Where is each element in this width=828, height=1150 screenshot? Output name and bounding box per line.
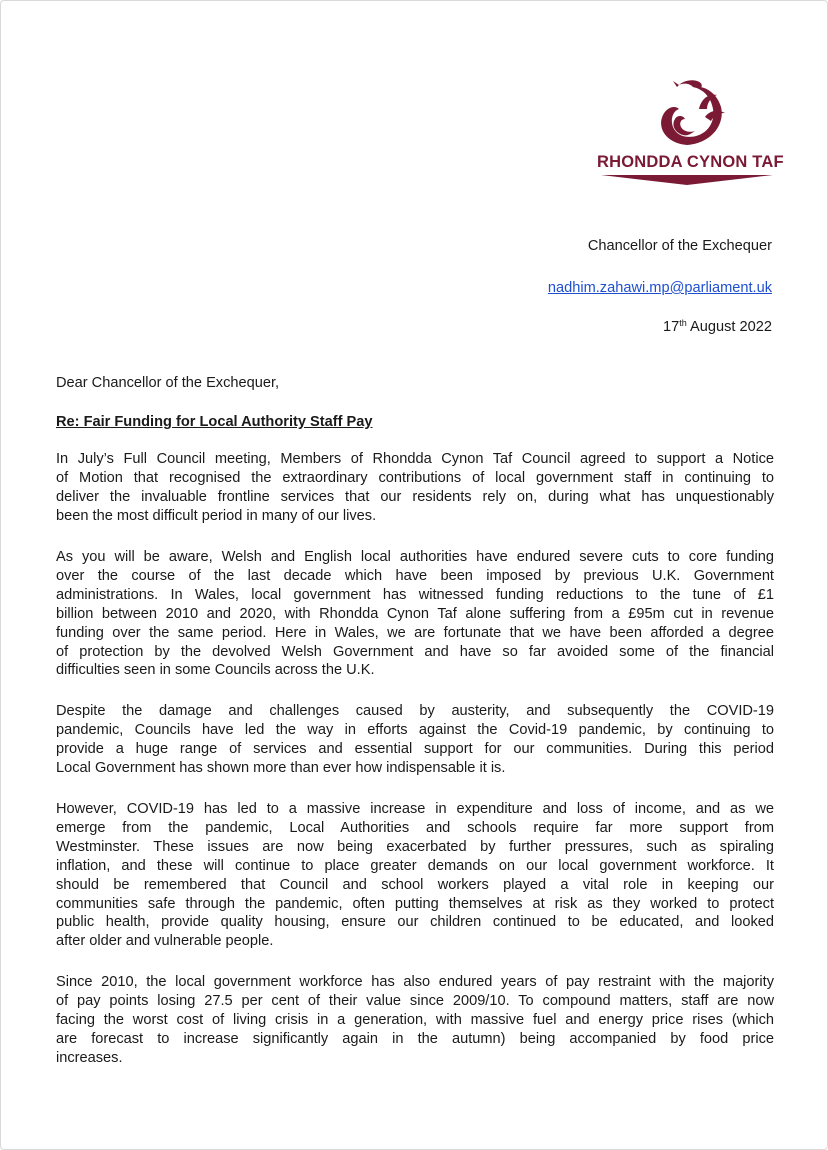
paragraph-line: In July’s Full Council meeting, Members of Rhondda Cynon Taf Council agreed to support a Notice [56,451,774,467]
paragraph-line: facing the worst cost of living crisis in a generation, with massive fuel and energy price rises (which [56,1011,774,1028]
paragraph-line: Westminster. These issues are now being exacerbated by further pressures, such as spiraling [56,838,774,855]
paragraph-line: been the most difficult period in many of our lives. [56,507,377,524]
paragraph-line: emerge from the pandemic, Local Authorities and schools require far more support from [56,819,774,836]
paragraph-line: administrations. In Wales, local government has witnessed funding reductions to the tune of £1 [56,586,774,603]
paragraph-line: after older and vulnerable people. [56,933,274,950]
paragraph-1 [56,450,774,526]
recipient-email-link[interactable]: nadhim.zahawi.mp@parliament.uk [547,280,772,296]
date-suffix: th [679,318,687,328]
paragraph-line: Local Government has shown more than ever how indispensable it is. [56,759,506,776]
paragraph-4 [56,800,774,951]
recipient-title: Chancellor of the Exchequer [587,238,772,254]
paragraph-5 [56,973,774,1068]
logo-text: RHONDDA CYNON TAF [597,153,784,171]
paragraph-line: funding over the same period. Here in Wales, we are fortunate that we have been afforded a degree [56,624,774,641]
paragraph-line: Despite the damage and challenges caused by austerity, and subsequently the COVID-19 [56,703,774,719]
council-logo [597,79,784,189]
letter-date [663,318,772,336]
paragraph-line: over the course of the last decade which have been imposed by previous U.K. Government [56,567,774,584]
paragraph-line: public health, provide quality housing, ensure our children continued to be educated, and looked [56,914,774,931]
salutation: Dear Chancellor of the Exchequer, [56,375,280,391]
paragraph-line: Since 2010, the local government workforce has also endured years of pay restraint with the majority [56,974,774,990]
subject-line: Re: Fair Funding for Local Authority Staff Pay [56,414,373,430]
paragraph-2 [56,548,774,680]
paragraph-line: increases. [56,1049,123,1066]
paragraph-line: difficulties seen in some Councils across the U.K. [56,662,375,679]
paragraph-line: inflation, and these will continue to place greater demands on our local government workforce. It [56,857,774,874]
paragraph-line: As you will be aware, Welsh and English local authorities have endured severe cuts to core funding [56,549,774,565]
date-rest: August 2022 [686,319,772,335]
paragraph-line: provide a huge range of services and essential support for our communities. During this period [56,740,774,757]
paragraph-line: of Motion that recognised the extraordinary contributions of local government staff in continuing to [56,469,774,486]
paragraph-line: pandemic, Councils have led the way in efforts against the Covid-19 pandemic, by continuing to [56,721,774,738]
date-day: 17 [663,319,680,335]
paragraph-line: of protection by the devolved Welsh Government and have so far avoided some of the financial [56,643,774,660]
paragraph-line: deliver the invaluable frontline services that our residents rely on, during what has unquestionably [56,488,774,505]
paragraph-line: should be remembered that Council and school workers played a vital role in keeping our [56,876,774,893]
paragraph-line: billion between 2010 and 2020, with Rhondda Cynon Taf alone suffering from a £95m cut in revenue [56,605,774,622]
logo-swoosh [601,174,773,186]
paragraph-line: of pay points losing 27.5 per cent of their value since 2009/10. To compound matters, staff are now [56,992,774,1009]
paragraph-line: communities safe through the pandemic, often putting themselves at risk as they worked to protect [56,895,774,912]
dragon-icon [643,79,733,147]
paragraph-3 [56,702,774,778]
paragraph-line: are forecast to increase significantly again in the autumn) being accompanied by food price [56,1030,774,1047]
paragraph-line: However, COVID-19 has led to a massive increase in expenditure and loss of income, and as we [56,801,774,817]
